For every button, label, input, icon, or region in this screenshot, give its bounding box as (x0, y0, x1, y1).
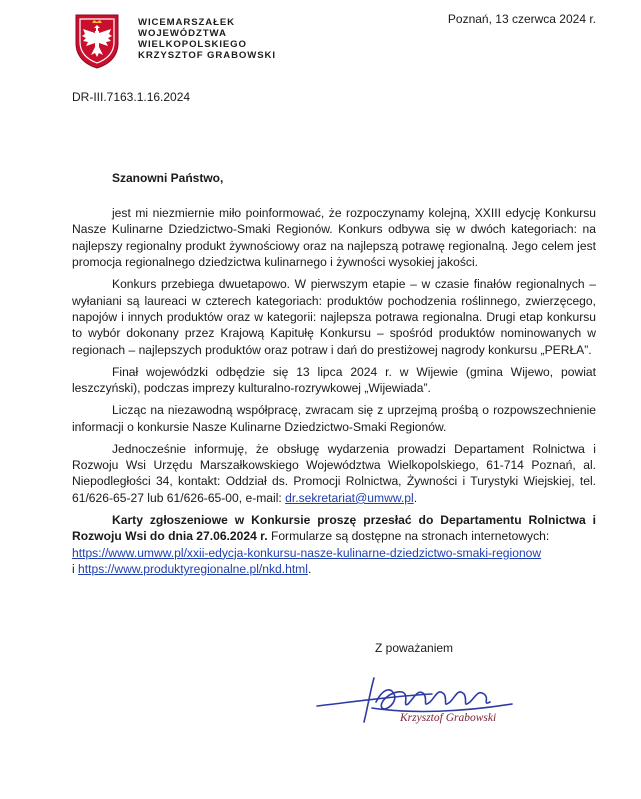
letterhead-line: WICEMARSZAŁEK (138, 17, 235, 28)
closing-phrase: Z poważaniem (375, 641, 454, 655)
reference-number: DR-III.7163.1.16.2024 (72, 90, 191, 104)
umww-link[interactable]: https://www.umww.pl/xxii-edycja-konkursu-nasze-kulinarne-dziedzictwo-smaki-regionow (72, 545, 542, 560)
letter-body (72, 205, 596, 578)
letterhead-line: KRZYSZTOF GRABOWSKI (138, 50, 276, 61)
letterhead-line: WOJEWÓDZTWA (138, 28, 227, 39)
wielkopolska-crest-icon (74, 13, 120, 69)
contact-paragraph (72, 441, 596, 507)
submission-paragraph (72, 512, 596, 545)
place-date: Poznań, 13 czerwca 2024 r. (447, 12, 596, 26)
signatory-name: Krzysztof Grabowski (400, 712, 497, 724)
paragraph: Finał wojewódzki odbędzie się 13 lipca 2024 r. w Wijewie (gmina Wijewo, powiat leszczyński), podczas imprezy kulturalno-rozrywkowej „Wijewiada”. (72, 364, 596, 396)
produktyregionalne-link[interactable]: https://www.produktyregionalne.pl/nkd.html (78, 562, 308, 577)
contact-text: Jednocześnie informuję, że obsługę wydarzenia prowadzi Departament Rolnictwa i Rozwoju Wsi Urzędu Marszałkowskiego Województwa Wielkopolskiego, 61-714 Poznań, al. Niepodległości 34, kontakt: Oddział ds. Promocji Rolnictwa, Żywności i Turystyki Wiejskiej, tel. 61/626-65-27 lub 61/626-65-00, e-mail: (72, 441, 596, 505)
salutation: Szanowni Państwo, (112, 171, 224, 185)
forms-text: Formularze są dostępne na stronach internetowych: (267, 529, 550, 544)
period: . (413, 490, 418, 505)
paragraph: jest mi niezmiernie miło poinformować, że rozpoczynamy kolejną, XXIII edycję Konkursu Nasze Kulinarne Dziedzictwo-Smaki Regionów. Konkurs odbywa się w dwóch kategoriach: na najlepszy regionalny produkt żywnościowy oraz na najlepszą potrawę regionalną. Jego celem jest promocja regionalnego dziedzictwa kulinarnego i żywności wysokiej jakości. (72, 206, 596, 270)
paragraph: Konkurs przebiega dwuetapowo. W pierwszym etapie – w czasie finałów regionalnych – wyłaniani są laureaci w czterech kategoriach: produktów pochodzenia roślinnego, zwierzęcego, napojów i innych produktów oraz w kategorii: najlepsza potrawa regionalna. Drugi etap konkursu to wybór dokonany przez Krajową Kapitułę Konkursu – spośród produktów nominowanych w regionach – najlepszych produktów oraz potraw i dań do prestiżowej nagrody konkursu „PERŁA”. (72, 277, 596, 357)
deadline-text: Karty zgłoszeniowe w Konkursie proszę przesłać do Departamentu Rolnictwa i Rozwoju Wsi do dnia 27.06.2024 r. (72, 512, 596, 544)
url-list (72, 545, 596, 578)
period: . (307, 562, 312, 577)
conjunction: i (72, 562, 79, 577)
email-link[interactable]: dr.sekretariat@umww.pl (285, 490, 414, 505)
letterhead (138, 17, 276, 61)
letterhead-line: WIELKOPOLSKIEGO (138, 39, 247, 50)
paragraph: Licząc na niezawodną współpracę, zwracam się z uprzejmą prośbą o rozpowszechnienie informacji o konkursie Nasze Kulinarne Dziedzictwo-Smaki Regionów. (72, 403, 596, 434)
